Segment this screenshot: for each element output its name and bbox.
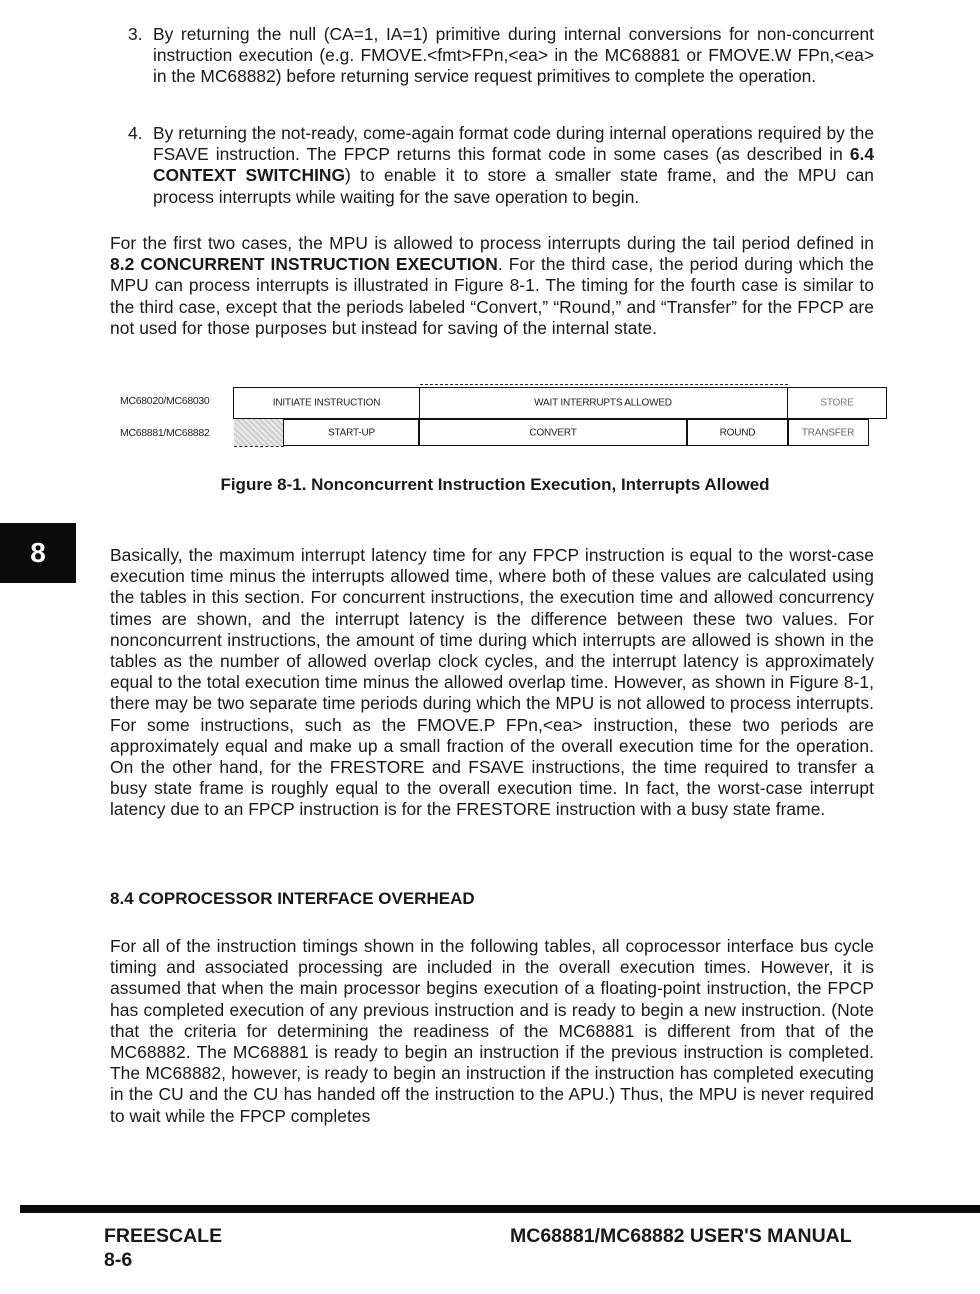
timing-figure bbox=[120, 382, 890, 452]
list-item-3 bbox=[128, 24, 874, 88]
section-heading: 8.4 COPROCESSOR INTERFACE OVERHEAD bbox=[110, 889, 475, 908]
para-text: . For the third case, the period during which the MPU can process interrupts is illustrated in Figure 8-1. The timing for the fourth case is similar to the third case, except that the periods labeled “Convert,” “Round,” and “Transfer” for the FPCP are not used for those purposes but instead for saving of the internal state. bbox=[110, 254, 875, 338]
round-cell bbox=[686, 419, 789, 446]
footer-rule bbox=[20, 1205, 980, 1213]
list-text-after: ) to enable it to store a smaller state frame, and the MPU can process interrupts while waiting for the save operation to begin. bbox=[153, 165, 874, 207]
cell-label: WAIT INTERRUPTS ALLOWED bbox=[534, 397, 672, 409]
figure-caption bbox=[0, 475, 980, 495]
list-number: 3. bbox=[128, 24, 143, 44]
list-item-4 bbox=[128, 123, 874, 208]
footer-brand: FREESCALE bbox=[104, 1225, 223, 1247]
startup-cell bbox=[283, 419, 420, 446]
cell-label: TRANSFER bbox=[801, 427, 855, 438]
list-text bbox=[153, 123, 874, 208]
page-number: 8-6 bbox=[104, 1249, 133, 1271]
paragraph-interrupt-cases bbox=[110, 233, 874, 339]
footer-title: MC68881/MC68882 USER'S MANUAL bbox=[510, 1225, 852, 1247]
paragraph-coprocessor-overhead: For all of the instruction timings shown in the following tables, all coprocessor interface bus cycle timing and associated processing are included in the overall execution times. However, it is assumed that when the main processor begins execution of a floating-point instruction, the FPCP has completed execution of any previous instruction and is ready to begin a new instruction. (Note that the criteria for determining the readiness of the MC68881 is different from that of the MC68882. The MC68881 is ready to begin an instruction if the previous instruction is completed. The MC68882, however, is ready to begin an instruction if the instruction has completed executing in the CU and the CU has handed off the instruction to the APU.) Thus, the MPU is never required to wait while the FPCP completes bbox=[110, 936, 874, 1126]
convert-cell bbox=[418, 419, 688, 446]
wait-interrupts-cell bbox=[418, 387, 788, 419]
store-cell bbox=[787, 387, 887, 419]
section-reference: 8.2 CONCURRENT INSTRUCTION EXECUTION bbox=[110, 254, 498, 275]
dashed-boundary bbox=[234, 446, 284, 447]
shaded-region bbox=[234, 419, 284, 446]
cell-label: START-UP bbox=[328, 427, 375, 438]
list-text-before: By returning the not-ready, come-again format code during internal operations required by the FSAVE instruction. The FPCP returns this format code in some cases (as described in bbox=[153, 123, 874, 165]
list-text: By returning the null (CA=1, IA=1) primitive during internal conversions for non-concurrent instruction execution (e.g. FMOVE.<fmt>FPn,<ea> in the MC68881 or FMOVE.W FPn,<ea> in the MC68882) before returning service request primitives to complete the operation. bbox=[153, 24, 874, 87]
transfer-cell bbox=[787, 419, 869, 446]
initiate-instruction-cell bbox=[233, 387, 420, 419]
caption-text: Figure 8-1. Nonconcurrent Instruction Execution, Interrupts Allowed bbox=[220, 475, 770, 494]
row-label-mpu: MC68020/MC68030 bbox=[120, 395, 210, 407]
section-reference: 6.4 CONTEXT SWITCHING bbox=[153, 144, 874, 186]
cell-label: STORE bbox=[820, 397, 854, 409]
footer-left bbox=[104, 1224, 222, 1272]
chapter-tab: 8 bbox=[0, 523, 76, 583]
row-label-fpcp: MC68881/MC68882 bbox=[120, 427, 210, 439]
paragraph-interrupt-latency: Basically, the maximum interrupt latency time for any FPCP instruction is equal to the worst-case execution time minus the interrupts allowed time, where both of these values are calculated using the tables in this section. For concurrent instructions, the execution time and allowed concurrency times are shown, and the interrupt latency is the difference between these two values. For nonconcurrent instructions, the amount of time during which interrupts are allowed is shown in the tables as the number of allowed overlap clock cycles, and the interrupt latency is approximately equal to the total execution time minus the allowed overlap time. However, as shown in Figure 8-1, there may be two separate time periods during which the MPU is not allowed to process interrupts. For some instructions, such as the FMOVE.P FPn,<ea> instruction, these two periods are approximately equal and make up a small fraction of the overall execution time for the operation. On the other hand, for the FRESTORE and FSAVE instructions, the time required to transfer a busy state frame is roughly equal to the overall execution time. In fact, the worst-case interrupt latency due to an FPCP instruction is for the FRESTORE instruction with a busy state frame. bbox=[110, 545, 874, 820]
cell-label: CONVERT bbox=[529, 427, 577, 438]
list-number: 4. bbox=[128, 123, 143, 143]
dashed-boundary bbox=[420, 384, 788, 385]
para-text: For the first two cases, the MPU is allowed to process interrupts during the tail period defined in bbox=[110, 233, 874, 253]
cell-label: INITIATE INSTRUCTION bbox=[272, 397, 381, 409]
cell-label: ROUND bbox=[719, 427, 756, 438]
